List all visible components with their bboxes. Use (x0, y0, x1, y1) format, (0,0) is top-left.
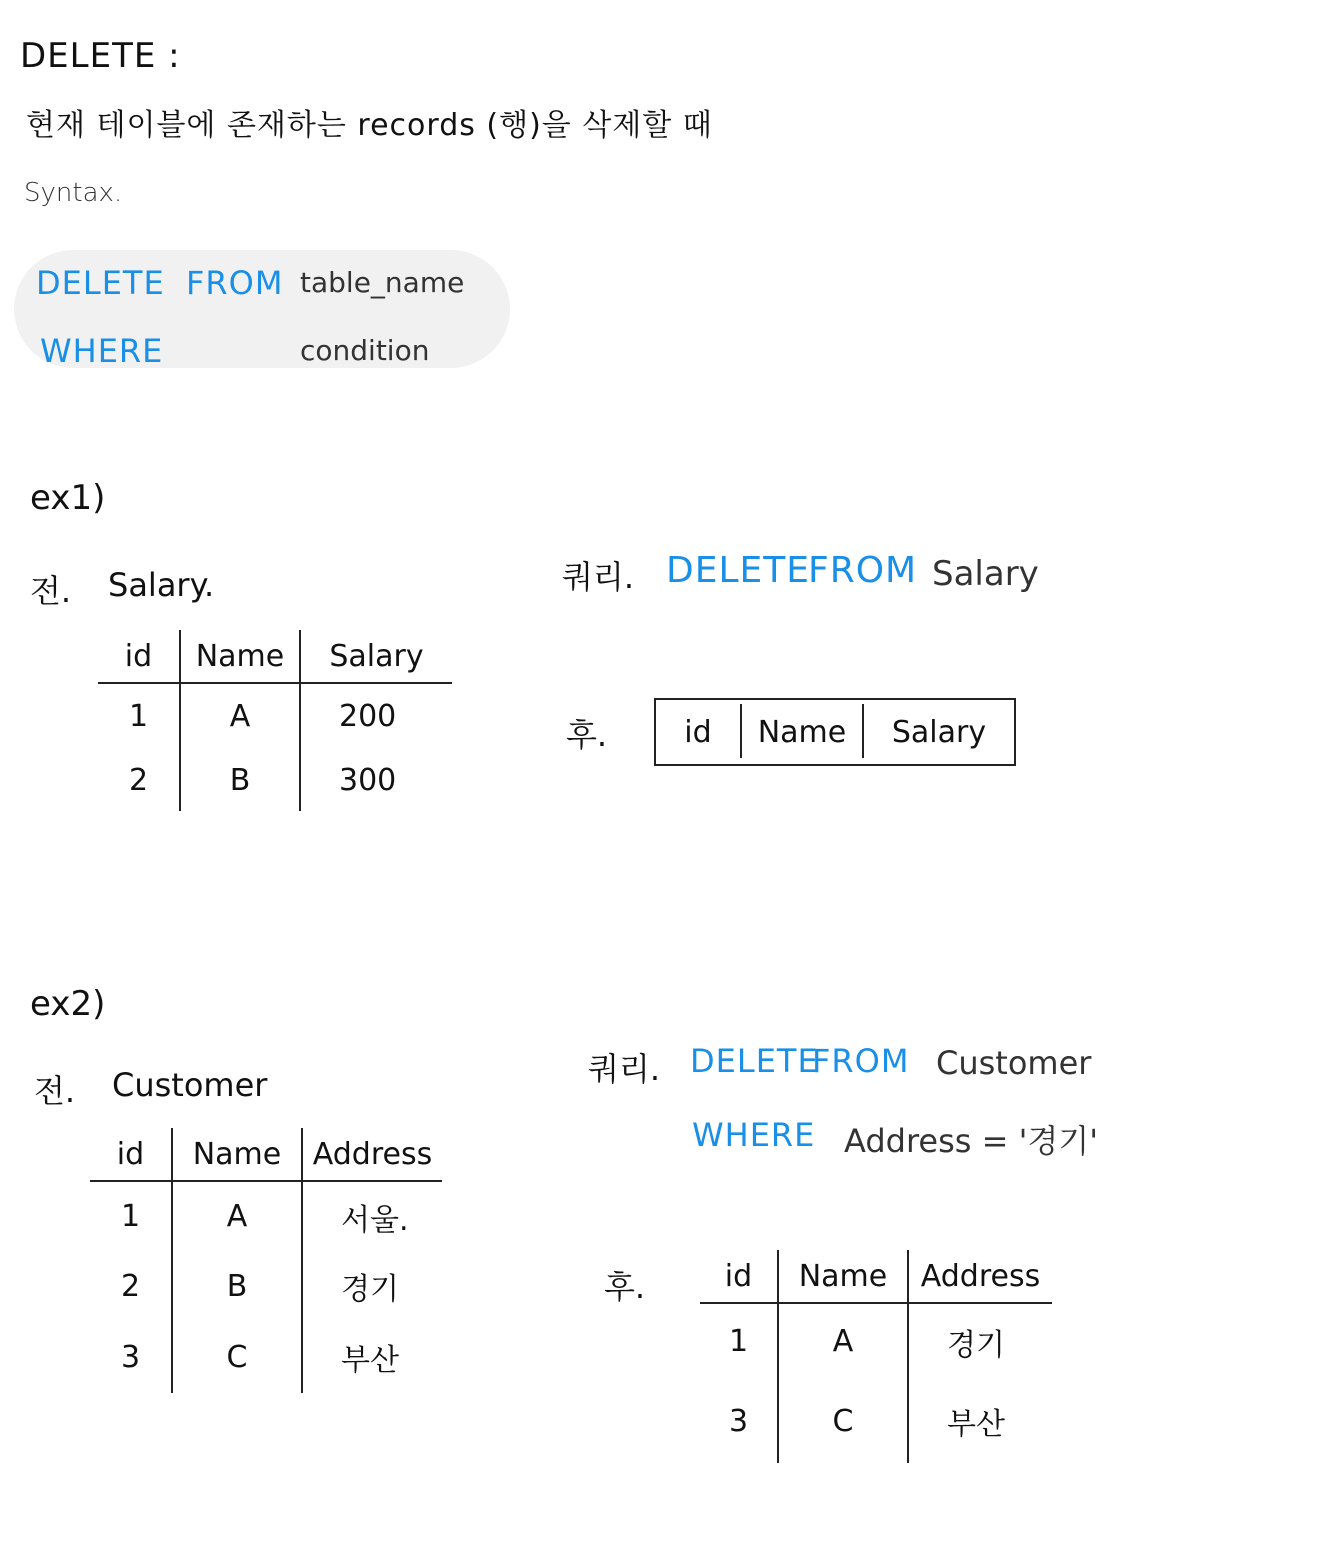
example1-query-delete: DELETE (666, 550, 811, 591)
column-header-address: Address (908, 1250, 1052, 1303)
column-header-salary: Salary (891, 714, 987, 750)
syntax-condition: condition (300, 334, 430, 367)
example2-after-table (700, 1250, 1052, 1463)
cell-name: A (778, 1303, 908, 1379)
column-header-id: id (90, 1128, 172, 1181)
table-row (700, 1379, 1052, 1463)
column-header-name: Name (757, 714, 847, 750)
cell-id: 1 (98, 683, 180, 749)
example2-label: ex2) (30, 984, 106, 1024)
cell-address: 부산 (341, 1343, 399, 1378)
cell-name: B (172, 1251, 302, 1321)
example1-after-table (654, 698, 1016, 766)
example2-query-from: FROM (812, 1042, 910, 1080)
example1-table-name: Salary. (108, 566, 215, 604)
cell-id: 3 (700, 1379, 778, 1463)
example2-query-table: Customer (936, 1044, 1092, 1082)
cell-name: B (180, 749, 300, 811)
cell-address: 서울. (341, 1202, 409, 1238)
example1-query-from: FROM (808, 550, 918, 591)
example1-query-table: Salary (932, 554, 1039, 594)
table-row (98, 683, 452, 749)
example1-before-label: 전. (30, 572, 72, 610)
example2-query-condition: Address = '경기' (844, 1122, 1099, 1160)
syntax-delete-keyword: DELETE (36, 264, 165, 302)
column-header-name: Name (778, 1250, 908, 1303)
cell-salary: 200 (339, 699, 397, 734)
syntax-where-keyword: WHERE (40, 332, 164, 370)
syntax-label: Syntax. (24, 178, 123, 208)
column-header-name: Name (172, 1128, 302, 1181)
cell-id: 3 (90, 1321, 172, 1393)
table-row (90, 1321, 442, 1393)
cell-address: 부산 (947, 1407, 1005, 1442)
example2-query-delete: DELETE (690, 1042, 819, 1080)
example2-table-name: Customer (112, 1066, 268, 1104)
syntax-from-keyword: FROM (186, 264, 284, 302)
example2-query-label: 쿼리. (588, 1050, 660, 1088)
table-row (98, 749, 452, 811)
example2-query-where: WHERE (692, 1116, 816, 1154)
example1-query-label: 쿼리. (562, 558, 634, 596)
description: 현재 테이블에 존재하는 records (행)을 삭제할 때 (26, 108, 713, 143)
example1-label: ex1) (30, 478, 106, 518)
cell-name: A (180, 683, 300, 749)
example2-after-label: 후. (604, 1268, 646, 1306)
column-header-name: Name (180, 630, 300, 683)
cell-address: 경기 (947, 1327, 1005, 1363)
cell-name: C (778, 1379, 908, 1463)
example1-after-label: 후. (566, 716, 608, 754)
example2-before-table (90, 1128, 442, 1393)
cell-id: 1 (700, 1303, 778, 1379)
cell-id: 2 (98, 749, 180, 811)
column-header-address: Address (302, 1128, 442, 1181)
syntax-table-name: table_name (300, 266, 465, 299)
cell-address: 경기 (341, 1272, 399, 1307)
table-row (90, 1251, 442, 1321)
column-header-salary: Salary (300, 630, 452, 683)
cell-id: 2 (90, 1251, 172, 1321)
column-header-id: id (98, 630, 180, 683)
cell-name: A (172, 1181, 302, 1251)
column-header-id: id (700, 1250, 778, 1303)
example1-before-table (98, 630, 452, 811)
cell-salary: 300 (339, 762, 397, 798)
cell-name: C (172, 1321, 302, 1393)
table-row (90, 1181, 442, 1251)
column-header-id: id (684, 714, 712, 750)
cell-id: 1 (90, 1181, 172, 1251)
example2-before-label: 전. (34, 1072, 76, 1110)
page-title: DELETE : (20, 36, 181, 76)
table-row (700, 1303, 1052, 1379)
